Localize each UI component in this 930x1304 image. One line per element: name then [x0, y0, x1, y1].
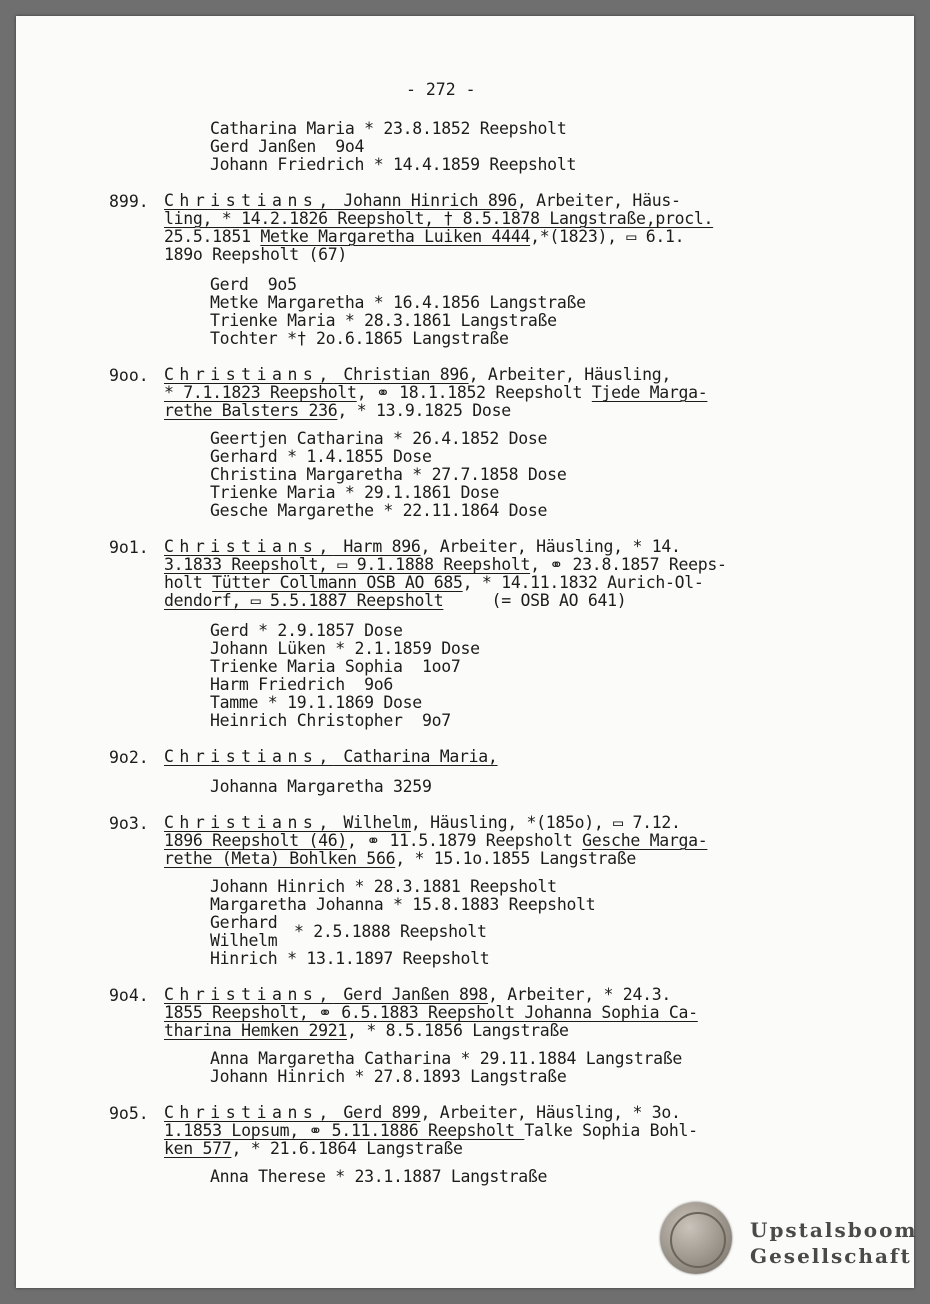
text-run: ling, * 14.2.1826 Reepsholt, † 8.5.1878 Langstraße,procl. [164, 209, 714, 228]
text-run: , Arbeiter, Häus- [516, 191, 681, 210]
entry-number: 9o1. [109, 538, 149, 557]
surname: Christians, [164, 985, 334, 1004]
text-run: Johanna Sophia Ca- [524, 1003, 698, 1022]
text-run: Geertjen Catharina * 26.4.1852 Dose [210, 429, 548, 448]
text-line [210, 622, 403, 640]
text-run: , Arbeiter, * 24.3. [487, 985, 671, 1004]
entry-number: 9o3. [109, 814, 149, 833]
text-line [210, 1050, 682, 1068]
text-line [164, 748, 498, 766]
text-line [210, 312, 557, 330]
text-run: Anna Therese * 23.1.1887 Langstraße [210, 1167, 548, 1186]
page-number: - 272 - [406, 80, 476, 99]
text-line [210, 676, 393, 694]
text-run: , * 13.9.1825 Dose [337, 401, 511, 420]
text-line [164, 1104, 681, 1122]
text-run: * 2.5.1888 Reepsholt [294, 922, 487, 941]
text-run: Gerhard * 1.4.1855 Dose [210, 447, 432, 466]
text-line [164, 986, 671, 1004]
text-run: Gerd Janßen 9o4 [210, 137, 365, 156]
text-line [210, 502, 547, 520]
text-run: Hinrich * 13.1.1897 Reepsholt [210, 949, 490, 968]
text-run: dendorf, ▭ 5.5.1887 Reepsholt [164, 591, 444, 610]
surname: Christians, [164, 1103, 334, 1122]
text-line [210, 932, 277, 950]
text-run: * 7.1.1823 Reepsholt [164, 383, 357, 402]
text-run: Johann Hinrich * 28.3.1881 Reepsholt [210, 877, 557, 896]
text-line [210, 156, 576, 174]
text-run: , ⚭ 18.1.1852 Reepsholt [356, 383, 592, 402]
text-line [164, 814, 681, 832]
text-line [210, 466, 566, 484]
text-line [164, 574, 704, 592]
text-run: Gerd 899 [333, 1103, 421, 1122]
text-line [210, 640, 480, 658]
text-line [210, 448, 432, 466]
text-line [294, 923, 487, 941]
text-line [164, 228, 684, 246]
text-run: Catharina Maria * 23.8.1852 Reepsholt [210, 119, 567, 138]
text-run: holt [164, 573, 213, 592]
document-page [16, 16, 918, 1288]
text-run: Trienke Maria Sophia 1oo7 [210, 657, 461, 676]
text-line [210, 914, 277, 932]
text-line [210, 330, 509, 348]
entry-number: 9o2. [109, 748, 149, 767]
text-line [164, 556, 727, 574]
text-run: Talke Sophia Bohl- [524, 1121, 698, 1140]
surname: Christians, [164, 813, 334, 832]
text-run: (= OSB AO 641) [443, 591, 627, 610]
entry-number: 9oo. [109, 366, 149, 385]
text-run: , Häusling, *(185o), ▭ 7.12. [410, 813, 681, 832]
text-run: Tochter *† 2o.6.1865 Langstraße [210, 329, 509, 348]
surname: Christians, [164, 747, 334, 766]
footer-brand-line1: Upstalsboom [750, 1218, 918, 1242]
text-line [164, 538, 681, 556]
text-line [210, 484, 499, 502]
text-line [210, 120, 566, 138]
text-run: Gerhard [210, 913, 278, 932]
text-line [164, 1022, 569, 1040]
text-run: , Arbeiter, Häusling, * 14. [420, 537, 681, 556]
text-run: Christina Margaretha * 27.7.1858 Dose [210, 465, 567, 484]
text-run: 1896 Reepsholt (46) [164, 831, 348, 850]
text-run: Gerd Janßen 898 [333, 985, 488, 1004]
surname: Christians, [164, 365, 334, 384]
entry-number: 9o4. [109, 986, 149, 1005]
text-line [210, 294, 586, 312]
text-line [210, 138, 364, 156]
text-run: Tütter Collmann OSB AO 685 [212, 573, 463, 592]
text-line [164, 246, 347, 264]
text-line [210, 430, 547, 448]
text-line [164, 210, 713, 228]
text-line [210, 276, 297, 294]
text-line [210, 1168, 547, 1186]
text-line [210, 694, 422, 712]
text-run: ken 577 [164, 1139, 232, 1158]
text-line [210, 896, 595, 914]
text-run: Wilhelm [333, 813, 411, 832]
text-run: 3.1833 Reepsholt [164, 555, 319, 574]
surname: Christians, [164, 191, 334, 210]
text-run: Johann Hinrich 896 [333, 191, 517, 210]
text-line [164, 592, 626, 610]
text-line [164, 402, 511, 420]
text-run: Metke Margaretha Luiken 4444 [260, 227, 531, 246]
surname: Christians, [164, 537, 334, 556]
text-run: , * 8.5.1856 Langstraße [347, 1021, 569, 1040]
society-seal-logo [660, 1202, 732, 1274]
text-run: , ⚭ 6.5.1883 Reepsholt [298, 1003, 525, 1022]
text-run: , ▭ 9.1.1888 Reepsholt [318, 555, 531, 574]
text-run: Trienke Maria * 28.3.1861 Langstraße [210, 311, 557, 330]
text-line [164, 832, 707, 850]
text-run: rethe Balsters 236 [164, 401, 338, 420]
text-run: , ⚭ 11.5.1879 Reepsholt [347, 831, 583, 850]
text-run: 189o Reepsholt (67) [164, 245, 348, 264]
text-run: Gerd 9o5 [210, 275, 297, 294]
text-run: Johanna Margaretha 3259 [210, 777, 432, 796]
text-run: , ⚭ 23.8.1857 Reeps- [530, 555, 727, 574]
text-run: , Arbeiter, Häusling, * 3o. [420, 1103, 681, 1122]
text-run: rethe (Meta) Bohlken 566 [164, 849, 396, 868]
text-run: Gesche Margarethe * 22.11.1864 Dose [210, 501, 548, 520]
text-run: tharina Hemken 2921 [164, 1021, 348, 1040]
entry-number: 9o5. [109, 1104, 149, 1123]
text-run: 25.5.1851 [164, 227, 261, 246]
text-run: , Arbeiter, Häusling, [468, 365, 671, 384]
text-run: Tjede Marga- [591, 383, 708, 402]
entry-number: 899. [109, 192, 149, 211]
text-run: , * 15.1o.1855 Langstraße [395, 849, 637, 868]
text-run: Harm Friedrich 9o6 [210, 675, 394, 694]
text-run: Trienke Maria * 29.1.1861 Dose [210, 483, 500, 502]
text-line [164, 192, 681, 210]
text-run: , ⚭ 5.11.1886 Reepsholt [289, 1121, 525, 1140]
text-line [210, 778, 432, 796]
footer-brand-line2: Gesellschaft [750, 1244, 912, 1268]
text-run: Johann Hinrich * 27.8.1893 Langstraße [210, 1067, 567, 1086]
text-run: 1855 Reepsholt [164, 1003, 299, 1022]
text-line [164, 1122, 698, 1140]
text-run: , * 21.6.1864 Langstraße [231, 1139, 463, 1158]
text-line [210, 712, 451, 730]
text-run: Johann Lüken * 2.1.1859 Dose [210, 639, 480, 658]
text-line [210, 1068, 566, 1086]
text-run: Margaretha Johanna * 15.8.1883 Reepsholt [210, 895, 596, 914]
text-run: ,*(1823), ▭ 6.1. [530, 227, 685, 246]
text-run: Christian 896 [333, 365, 469, 384]
text-run: 1.1853 Lopsum [164, 1121, 290, 1140]
text-run: Wilhelm [210, 931, 278, 950]
text-run: Harm 896 [333, 537, 421, 556]
text-run: Metke Margaretha * 16.4.1856 Langstraße [210, 293, 586, 312]
text-line [164, 1004, 698, 1022]
text-run: Catharina Maria, [333, 747, 498, 766]
text-run: , * 14.11.1832 Aurich-Ol- [462, 573, 704, 592]
text-run: Gerd * 2.9.1857 Dose [210, 621, 403, 640]
text-line [164, 366, 671, 384]
text-run: Anna Margaretha Catharina * 29.11.1884 Langstraße [210, 1049, 683, 1068]
text-line [210, 878, 557, 896]
text-line [210, 658, 460, 676]
text-line [164, 850, 636, 868]
text-run: Tamme * 19.1.1869 Dose [210, 693, 422, 712]
text-run: Gesche Marga- [582, 831, 708, 850]
text-line [210, 950, 489, 968]
text-run: Heinrich Christopher 9o7 [210, 711, 451, 730]
text-line [164, 384, 707, 402]
text-run: Johann Friedrich * 14.4.1859 Reepsholt [210, 155, 577, 174]
text-line [164, 1140, 463, 1158]
